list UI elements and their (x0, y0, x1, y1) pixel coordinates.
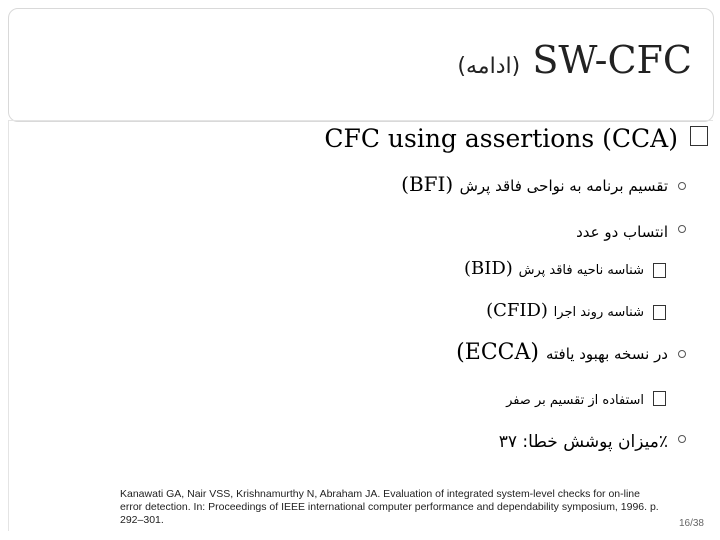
list-item-fa: میزان پوشش خطا: ۳۷٪ (498, 432, 668, 452)
slide-title (457, 38, 692, 82)
list-item (576, 218, 668, 242)
list-item (456, 340, 668, 365)
circle-bullet-icon (678, 225, 686, 233)
list-item-en: (ECCA) (456, 340, 539, 365)
list-item (464, 258, 644, 279)
list-item-fa: استفاده از تقسیم بر صفر (506, 393, 644, 408)
page-number: 16/38 (678, 518, 704, 529)
list-item-en: (BFI) (401, 172, 454, 196)
bullet-l1-text: CFC using assertions (CCA) (324, 124, 678, 153)
circle-bullet-icon (678, 350, 686, 358)
list-item-en: (BID) (464, 258, 513, 279)
square-bullet-icon (653, 305, 666, 320)
square-bullet-icon (690, 126, 708, 146)
circle-bullet-icon (678, 435, 686, 443)
citation: Kanawati GA, Nair VSS, Krishnamurthy N, Abraham JA. Evaluation of integrated system-level checks for on-line error detection. In: Proceedings of IEEE international computer performance and dependability symposium, 1996. p. 292–301. (120, 488, 659, 526)
list-item-fa: در نسخه بهبود یافته (545, 345, 668, 363)
list-item (486, 300, 644, 321)
title-main: SW-CFC (532, 38, 692, 82)
circle-bullet-icon (678, 182, 686, 190)
list-item (401, 172, 668, 196)
list-item-fa: شناسه ناحیه فاقد پرش (518, 263, 644, 278)
list-item-en: (CFID) (486, 300, 548, 321)
list-item-fa: شناسه روند اجرا (553, 305, 644, 320)
list-item (499, 428, 668, 452)
list-item (506, 388, 644, 409)
square-bullet-icon (653, 391, 666, 406)
list-item-fa: انتساب دو عدد (576, 223, 668, 241)
list-item-fa: تقسیم برنامه به نواحی فاقد پرش (459, 177, 668, 195)
title-suffix: (ادامه) (457, 54, 521, 79)
square-bullet-icon (653, 263, 666, 278)
